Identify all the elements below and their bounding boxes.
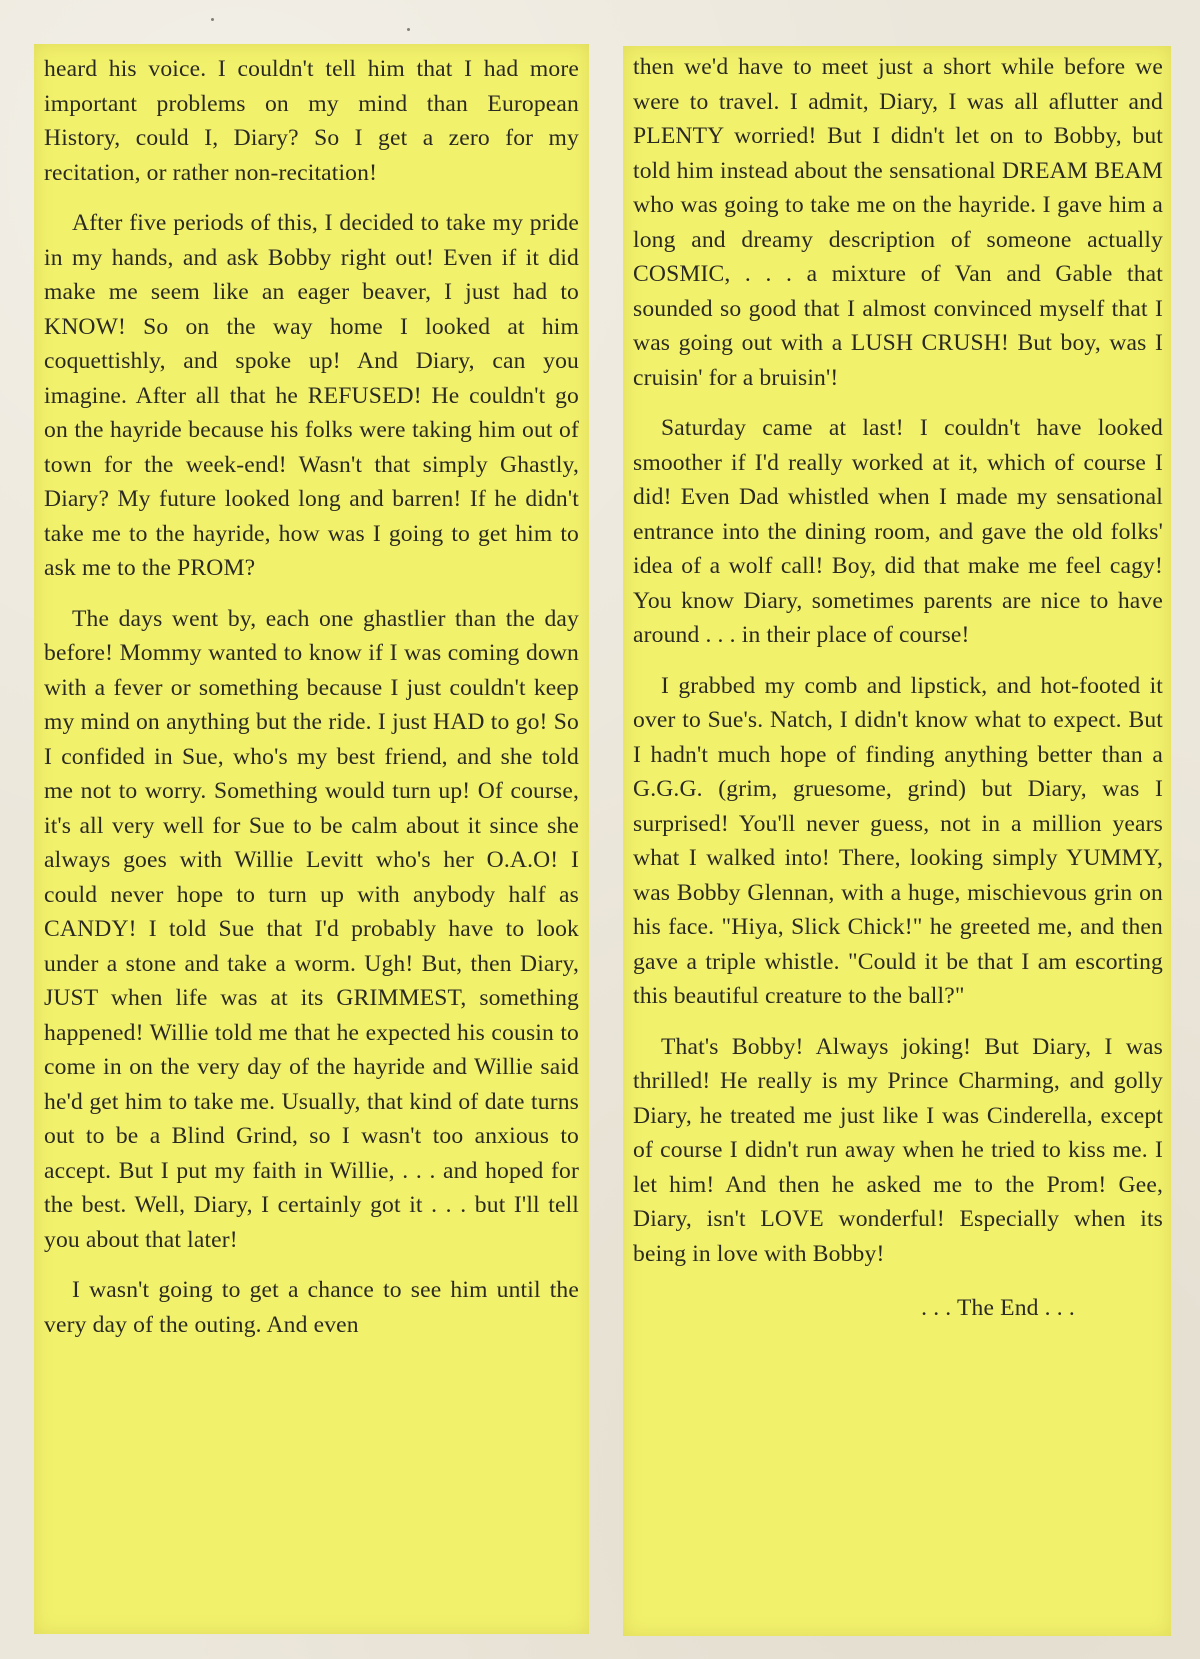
paragraph: Saturday came at last! I couldn't have looked smoother if I'd really worked at it, which of course I did! Even Dad whistled when I made my sensational entrance into the dining room, and gave the old folks' idea of a wolf call! Boy, did that make me feel cagy! You know Diary, sometimes parents are nice to have around . . . in their place of course! bbox=[633, 415, 1163, 648]
paragraph: I grabbed my comb and lipstick, and hot-footed it over to Sue's. Natch, I didn't know what to expect. But I hadn't much hope of finding anything better than a G.G.G. (grim, gruesome, grind) but Diary, was I surprised! You'll never guess, not in a million years what I walked into! There, looking simply YUMMY, was Bobby Glennan, with a huge, mischievous grin on his face. "Hiya, Slick Chick!" he greeted me, and then gave a triple whistle. "Could it be that I am escorting this beautiful creature to the ball?" bbox=[633, 672, 1163, 1009]
paragraph: The days went by, each one ghastlier than the day before! Mommy wanted to know if I was coming down with a fever or something because I just couldn't keep my mind on anything but the ride. I just HAD to go! So I confided in Sue, who's my best friend, and she told me not to worry. Something would turn up! Of course, it's all very well for Sue to be calm about it since she always goes with Willie Levitt who's her O.A.O! I could never hope to turn up with anybody half as CANDY! I told Sue that I'd probably have to look under a stone and take a worm. Ugh! But, then Diary, JUST when life was at its GRIMMEST, something happened! Willie told me that he expected his cousin to come in on the very day of the hayride and Willie said he'd get him to take me. Usually, that kind of date turns out to be a Blind Grind, so I wasn't too anxious to accept. But I put my faith in Willie, . . . and hoped for the best. Well, Diary, I certainly got it . . . but I'll tell you about that later! bbox=[44, 605, 579, 1253]
print-speck bbox=[211, 18, 214, 21]
paragraph: heard his voice. I couldn't tell him that I had more important problems on my mind than European History, could I, Diary? So I get a zero for my recitation, or rather non-recitation! bbox=[44, 56, 579, 186]
paragraph: I wasn't going to get a chance to see him until the very day of the outing. And even bbox=[44, 1277, 579, 1338]
right-text-column bbox=[623, 46, 1171, 1636]
paragraph: That's Bobby! Always joking! But Diary, I was thrilled! He really is my Prince Charming, and golly Diary, he treated me just like I was Cinderella, except of course I didn't run away when he tried to kiss me. I let him! And then he asked me to the Prom! Gee, Diary, isn't LOVE wonderful! Especially when its being in love with Bobby! bbox=[633, 1033, 1163, 1267]
paragraph: then we'd have to meet just a short while before we were to travel. I admit, Diary, I was all aflutter and PLENTY worried! But I didn't let on to Bobby, but told him instead about the sensational DREAM BEAM who was going to take me on the hayride. I gave him a long and dreamy description of someone actually COSMIC, . . . a mixture of Van and Gable that sounded so good that I almost convinced myself that I was going out with a LUSH CRUSH! But boy, was I cruisin' for a bruisin'! bbox=[633, 54, 1163, 391]
paragraph: After five periods of this, I decided to take my pride in my hands, and ask Bobby right out! Even if it did make me seem like an eager beaver, I just had to KNOW! So on the way home I looked at him coquettishly, and spoke up! And Diary, can you imagine. After all that he REFUSED! He couldn't go on the hayride because his folks were taking him out of town for the week-end! Wasn't that simply Ghastly, Diary? My future looked long and barren! If he didn't take me to the hayride, how was I going to get him to ask me to the PROM? bbox=[44, 210, 579, 581]
the-end-line: . . . The End . . . bbox=[921, 1295, 1075, 1321]
print-speck bbox=[407, 28, 410, 31]
left-text-column bbox=[34, 44, 589, 1634]
